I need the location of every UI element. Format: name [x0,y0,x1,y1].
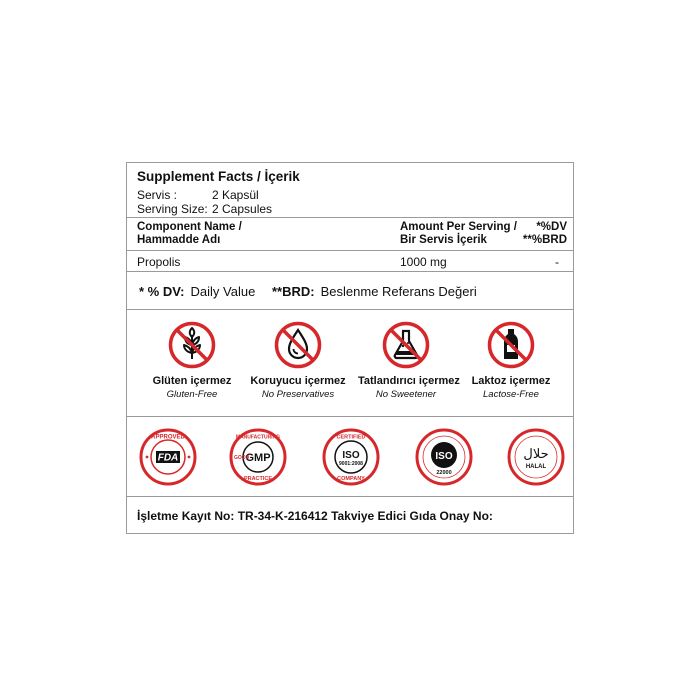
fda-approved-badge [139,428,197,486]
halal-arabic-text: حلال [523,446,549,461]
claim-gluten-free [144,321,240,400]
fda-top-text: APPROVED [151,434,185,441]
gmp-top-text: MANUFACTURING [235,434,281,441]
iso9001-code-text: 9001:2008 [339,461,363,467]
facts-title: Supplement Facts / İçerik [137,169,300,184]
supplement-facts-panel [126,162,574,534]
iso22000-code-text: 22000 [436,470,452,476]
divider [127,217,573,218]
claim-lactose-tr: Laktoz içermez [471,375,551,387]
iso22000-center-text: ISO [435,451,453,462]
col-header-dv-line1: *%DV [536,221,567,233]
legend-dv-value: Daily Value [190,284,256,299]
wheat-icon [168,321,216,369]
iso9001-top-text: CERTIFIED [336,434,366,441]
col-header-dv-line2: **%BRD [522,234,567,246]
flask-icon [382,321,430,369]
fda-center-text: FDA [157,452,179,464]
iso-22000-badge [415,428,473,486]
iso9001-center-text: ISO [342,450,360,461]
col-header-amount [400,221,517,247]
iso9001-bottom-text: COMPANY [337,476,365,482]
serving-en-value: 2 Capsules [212,202,273,216]
divider [127,271,573,272]
col-header-amount-line2: Bir Servis İçerik [400,234,487,246]
gmp-left-text: GOOD [234,455,250,461]
legend-dv [139,284,255,299]
serving-tr-row [137,188,259,202]
claim-lactose-en: Lactose-Free [483,389,539,400]
col-header-amount-line1: Amount Per Serving / [400,221,517,233]
claim-lactose-free [463,321,559,400]
claim-no-sweetener [358,321,460,400]
row-name: Propolis [137,255,181,269]
divider [127,309,573,310]
serving-en-label: Serving Size: [137,202,208,216]
serving-tr-value: 2 Kapsül [212,188,259,202]
gmp-badge [229,428,287,486]
col-header-component-line1: Component Name / [137,221,242,233]
col-header-component-line2: Hammadde Adı [137,234,221,246]
milk-bottle-icon [487,321,535,369]
claim-sweetener-en: No Sweetener [375,389,437,400]
divider [127,496,573,497]
halal-center-text: HALAL [525,464,547,470]
divider [127,250,573,251]
iso-9001-badge [322,428,380,486]
serving-tr-label: Servis : [137,188,178,202]
claim-sweetener-tr: Tatlandırıcı içermez [358,375,460,387]
claim-preservatives-tr: Koruyucu içermez [250,375,346,387]
row-amount: 1000 mg [400,255,447,269]
legend-brd-value: Beslenme Referans Değeri [320,284,477,299]
drop-icon [274,321,322,369]
legend-brd-key: **BRD: [272,284,315,299]
gmp-center-text: GMP [245,452,271,464]
row-dv: - [555,255,559,269]
claim-gluten-tr: Glüten içermez [152,375,232,387]
registration-footer: İşletme Kayıt No: TR-34-K-216412 Takviye Edici Gıda Onay No: [137,509,493,523]
claim-no-preservatives [250,321,346,400]
claim-gluten-en: Gluten-Free [166,389,218,400]
serving-en-row [137,202,272,216]
col-header-dv [523,221,567,247]
legend-dv-key: * % DV: [139,284,185,299]
legend-brd [272,284,477,299]
gmp-bottom-text: PRACTICE [243,476,273,482]
claim-preservatives-en: No Preservatives [261,389,335,400]
halal-badge [507,428,565,486]
col-header-component [137,221,242,247]
divider [127,416,573,417]
